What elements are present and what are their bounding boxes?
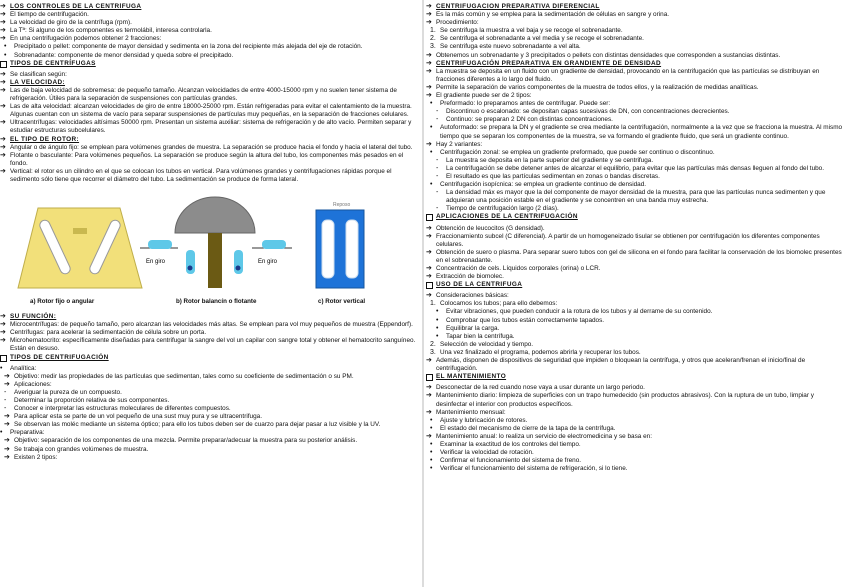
arrow-bullet-icon: ➔ (0, 70, 6, 78)
line-text: APLICACIONES DE LA CENTRIFUGACIÓN (436, 213, 578, 221)
line-text: Procedimiento: (436, 19, 479, 27)
text-line (426, 433, 846, 441)
list-number: 2. (430, 340, 436, 348)
line-text: Centrifugación isopícnica: se emplea un gradiente continuo de densidad. (440, 181, 647, 189)
arrow-bullet-icon: ➔ (4, 437, 10, 445)
swinging-rotor-dome (175, 197, 255, 233)
arrow-bullet-icon: ➔ (4, 380, 10, 388)
list-number: 1. (430, 27, 436, 35)
text-line (0, 413, 420, 421)
tube-in-rotation-right (262, 240, 286, 249)
line-text: Las de baja velocidad de sobremesa: de pequeño tamaño. Alcanzan velocidades de entre 4000-15000 rpm y no suelen tener sistema de refrigeración. Útiles para la separación de suspensiones con partículas grandes. (10, 86, 397, 103)
text-line (426, 157, 846, 165)
line-text: Flotante o basculante: Para volúmenes pequeños. La separación se produce según la altura del tubo, los componentes más pesados en el fondo. (10, 151, 404, 167)
text-line (426, 465, 846, 473)
text-line (426, 273, 846, 281)
text-line (0, 373, 420, 381)
line-text: Verificar la velocidad de rotación. (440, 449, 534, 457)
line-text: En una centrifugación podemos obtener 2 fracciones: (10, 35, 162, 43)
arrow-bullet-icon: ➔ (426, 432, 432, 440)
dot-bullet-icon: • (4, 43, 7, 51)
line-text: Desconectar de la red cuando nose vaya a usar durante un largo periodo. (436, 384, 645, 392)
line-text: Es la más común y se emplea para la sedimentación de células en sangre y orina. (436, 11, 670, 19)
dash-bullet-icon: - (436, 205, 439, 213)
dot-bullet-icon: • (436, 308, 439, 316)
line-text: Se centrifuga este nuevo sobrenadante a vel alta. (440, 43, 581, 51)
dash-bullet-icon: - (436, 116, 439, 124)
list-number: 1. (430, 300, 436, 308)
line-text: Se observan las moléc mediante un sistema óptico; para ello los tubos deben ser de cuarzo para dejar pasar a luz visible y la UV. (14, 421, 381, 429)
text-line (0, 421, 420, 429)
text-line (0, 429, 420, 437)
dot-bullet-icon: • (430, 148, 433, 156)
rotor-figure (0, 188, 420, 310)
text-line (0, 337, 420, 353)
tube-in-rotation-left (148, 240, 172, 249)
text-line (426, 392, 846, 408)
line-text: Determinar la proporción relativa de sus componentes. (14, 397, 170, 404)
text-line (426, 449, 846, 457)
arrow-bullet-icon: ➔ (426, 357, 432, 365)
text-line (0, 329, 420, 337)
arrow-bullet-icon: ➔ (0, 35, 6, 43)
text-line (0, 103, 420, 119)
dash-bullet-icon: - (436, 108, 439, 116)
arrow-bullet-icon: ➔ (426, 51, 432, 59)
text-line (0, 87, 420, 103)
line-text: EL MANTENIMIENTO (436, 373, 507, 381)
line-text: Vertical: el rotor es un cilindro en el que se colocan los tubos en vertical. Para volúmenes grandes y centrifugaciones rápidas porque el sedimento sólo tiene que recorrer el diámetro del tubo. La sedimentación se produce de forma lateral. (10, 167, 392, 183)
line-text: Ultracentrífugas: velocidades altísimas 50000 rpm. Presentan un sistema auxiliar: sistema de refrigeración y de alto vacío. Permiten separar y estudiar estructuras subcelulares. (10, 119, 412, 135)
line-text: Además, disponen de dispositivos de seguridad que impiden o bloquean la centrífuga, y otros que aceleran/frenan el inicio/final de centrifugación. (436, 357, 806, 373)
line-text: Comprobar que los tubos están correctamente tapados. (446, 316, 605, 324)
text-line (426, 116, 846, 124)
list-number: 3. (430, 43, 436, 51)
line-text: EL TIPO DE ROTOR: (10, 135, 80, 143)
arrow-bullet-icon: ➔ (426, 67, 432, 75)
text-line (426, 308, 846, 316)
line-text: Tapar bien la centrífuga. (446, 332, 515, 340)
line-text: Autoformado: se prepara la DN y el gradiente se crea mediante la centrifugación, normalmente a la vez que se fracciona la muestra. Al mismo tiempo que se separan los componentes de la muestra, se va formando el gradiente fluido, que será un gradiente continuo. (440, 124, 843, 140)
line-text: Evitar vibraciones, que pueden conducir a la rotura de los tubos y al derrame de su contenido. (446, 308, 713, 316)
list-number: 3. (430, 348, 436, 356)
section-heading (426, 373, 846, 384)
text-line (426, 68, 846, 84)
line-text: Existen 2 tipos: (14, 453, 58, 461)
line-text: Las de alta velocidad: alcanzan velocidades de giro de entre 18000-25000 rpm. Están refrigeradas para evitar el calentamiento de la muestra. Algunas cuentan con un sistema de vacío para separar suspensiones de partículas muy pequeñas, en la separación de fracciones celulares. (10, 103, 412, 119)
line-text: Analítica: (10, 364, 37, 372)
dot-bullet-icon: • (430, 181, 433, 189)
line-text: El estado del mecanismo de cierre de la tapa de la centrífuga. (440, 424, 616, 432)
line-text: Aplicaciones: (14, 380, 52, 388)
line-text: Se centrifuga el sobrenadante a vel media y se recoge el sobrenadante. (440, 35, 644, 43)
text-line (426, 384, 846, 392)
text-line (426, 233, 846, 249)
line-text: Mantenimiento mensual: (436, 408, 506, 416)
dot-bullet-icon: • (436, 324, 439, 332)
line-text: Equilibrar la carga. (446, 324, 500, 332)
section-heading (0, 313, 420, 321)
line-text: Precipitado o pellet: componente de mayor densidad y sedimenta en la zona del recipiente más alejada del eje de rotación. (14, 43, 363, 51)
text-line (426, 92, 846, 100)
text-line (426, 441, 846, 449)
dash-bullet-icon: - (436, 189, 439, 197)
arrow-bullet-icon: ➔ (0, 135, 6, 143)
text-line (0, 71, 420, 79)
line-text: Averiguar la pureza de un compuesto. (14, 388, 122, 396)
dash-bullet-icon: - (4, 397, 7, 404)
line-text: Sobrenadante: componente de menor densidad y queda sobre el precipitado. (14, 51, 234, 59)
text-line (426, 108, 846, 116)
line-text: La centrifugación se debe detener antes de alcanzar el equilibrio, para evitar que las partículas más densas lleguen al fondo del tubo. (446, 164, 825, 172)
section-heading (0, 354, 420, 365)
dot-bullet-icon: • (430, 424, 433, 432)
section-heading (0, 136, 420, 144)
caption-vertical-rotor: c) Rotor vertical (318, 298, 366, 306)
line-text: USO DE LA CENTRIFUGA (436, 281, 523, 289)
text-line (0, 11, 420, 19)
arrow-bullet-icon: ➔ (426, 11, 432, 19)
left-column (0, 3, 420, 583)
line-text: Consideraciones básicas: (436, 292, 509, 300)
arrow-bullet-icon: ➔ (426, 19, 432, 27)
line-text: Microcentrífugas: de pequeño tamaño, pero alcanzan las velocidades más altas. Se emplean para vol muy pequeños de muestra (Eppendorf). (10, 321, 413, 329)
arrow-bullet-icon: ➔ (4, 421, 10, 429)
line-text: Tiempo de centrifugación largo (2 días). (446, 205, 559, 213)
arrow-bullet-icon: ➔ (426, 248, 432, 256)
vertical-tube-right (346, 220, 358, 278)
text-line (0, 119, 420, 135)
caption-swinging-rotor: b) Rotor balancín o flotante (176, 298, 257, 306)
text-line (0, 27, 420, 35)
section-heading (426, 60, 846, 68)
line-text: Una vez finalizado el programa, podemos abrirla y recuperar los tubos. (440, 348, 641, 356)
checkbox-bullet-icon (426, 213, 436, 224)
line-text: Conocer e interpretar las estructuras moleculares de diferentes compuestos. (14, 405, 231, 413)
line-text: TIPOS DE CENTRIFUGACIÓN (10, 353, 109, 361)
line-text: La Tª: Si alguno de los componentes es termolábil, interesa controlarla. (10, 27, 212, 35)
arrow-bullet-icon: ➔ (0, 143, 6, 151)
dash-bullet-icon: - (4, 388, 7, 396)
arrow-bullet-icon: ➔ (0, 11, 6, 19)
checkbox-bullet-icon (0, 354, 10, 365)
line-text: Obtención de suero o plasma. Para separar suero tubos con gel de silicona en el fondo para facilitar la conservación de los biomolec presentes en el sobrenadante. (436, 248, 842, 264)
text-line (0, 405, 420, 413)
section-heading (426, 281, 846, 292)
text-line (426, 457, 846, 465)
section-heading (0, 79, 420, 87)
line-text: LA VELOCIDAD: (10, 78, 66, 86)
arrow-bullet-icon: ➔ (0, 3, 6, 10)
dot-bullet-icon: • (436, 316, 439, 324)
text-line (426, 265, 846, 273)
dash-bullet-icon: - (436, 156, 439, 164)
line-text: Objetivo: separación de los componentes de una mezcla. Permite preparar/adecuar la muestra para su posterior análisis. (14, 437, 358, 445)
right-column (426, 3, 846, 583)
text-line (0, 321, 420, 329)
arrow-bullet-icon: ➔ (426, 92, 432, 100)
angular-rotor-drawing (18, 208, 142, 288)
angular-rotor-body (18, 208, 142, 288)
angular-hub (73, 228, 87, 234)
text-line (0, 43, 420, 51)
line-text: Se centrifuga la muestra a vel baja y se recoge el sobrenadante. (440, 27, 623, 35)
arrow-bullet-icon: ➔ (426, 265, 432, 272)
arrow-bullet-icon: ➔ (426, 140, 432, 148)
text-line (0, 446, 420, 454)
text-line (426, 325, 846, 333)
text-line (426, 349, 846, 357)
line-text: Para aplicar esta se parte de un vol pequeño de una sust muy pura y se ultracentrifuga. (14, 413, 262, 421)
section-heading (0, 60, 420, 71)
text-line (426, 173, 846, 181)
text-line (426, 181, 846, 189)
line-text: Preparativa: (10, 429, 45, 437)
arrow-bullet-icon: ➔ (426, 292, 432, 300)
rotor-illustration (0, 188, 420, 298)
arrow-bullet-icon: ➔ (426, 59, 432, 67)
checkbox-bullet-icon (426, 281, 436, 292)
text-line (426, 292, 846, 300)
text-line (426, 417, 846, 425)
text-line (426, 317, 846, 325)
arrow-bullet-icon: ➔ (0, 151, 6, 159)
text-line (426, 35, 846, 43)
line-text: Hay 2 variantes: (436, 140, 483, 148)
text-line (426, 189, 846, 205)
vertical-rotor-drawing (316, 202, 364, 288)
label-en-giro-left: En giro (146, 259, 166, 266)
section-heading (426, 213, 846, 224)
line-text: Extracción de biomolec. (436, 273, 504, 281)
text-line (426, 141, 846, 149)
line-text: Preformado: lo preparamos antes de centrifugar. Puede ser: (440, 100, 611, 108)
arrow-bullet-icon: ➔ (426, 224, 432, 232)
dot-bullet-icon: • (0, 364, 3, 372)
line-text: El gradiente puede ser de 2 tipos: (436, 92, 532, 100)
text-line (0, 52, 420, 60)
dot-bullet-icon: • (430, 440, 433, 448)
arrow-bullet-icon: ➔ (426, 232, 432, 240)
text-line (0, 19, 420, 27)
text-line (0, 152, 420, 168)
arrow-bullet-icon: ➔ (0, 103, 6, 111)
arrow-bullet-icon: ➔ (426, 384, 432, 392)
dot-bullet-icon: • (430, 124, 433, 132)
checkbox-bullet-icon (426, 373, 436, 384)
dot-bullet-icon: • (0, 429, 3, 437)
text-line (426, 341, 846, 349)
text-line (426, 27, 846, 35)
dot-bullet-icon: • (430, 449, 433, 457)
text-line (426, 300, 846, 308)
arrow-bullet-icon: ➔ (426, 273, 432, 281)
line-text: CENTRIFUGACIÓN PREPARATIVA EN GRANDIENTE DE DENSIDAD (436, 59, 662, 67)
line-text: Fraccionamiento subcel (C diferencial). A partir de un homogeneizado tisular se obtienen por centrifugación los diferentes componentes celulares. (436, 232, 820, 248)
line-text: Examinar la exactitud de los controles del tiempo. (440, 440, 581, 448)
line-text: Mantenimiento anual: lo realiza un servicio de electromedicina y se basa en: (436, 432, 652, 440)
line-text: Obtención de leucocitos (G densidad). (436, 224, 545, 232)
dash-bullet-icon: - (436, 172, 439, 180)
checkbox-bullet-icon (0, 60, 10, 71)
dot-bullet-icon: • (430, 416, 433, 424)
text-line (0, 381, 420, 389)
arrow-bullet-icon: ➔ (0, 78, 6, 86)
text-line (0, 168, 420, 184)
arrow-bullet-icon: ➔ (426, 392, 432, 400)
line-text: Discontinuo o escalonado: se depositan capas sucesivas de DN, con concentraciones decrecientes. (446, 108, 730, 116)
dash-bullet-icon: - (4, 405, 7, 413)
dot-bullet-icon: • (430, 457, 433, 465)
arrow-bullet-icon: ➔ (0, 19, 6, 27)
text-line (0, 454, 420, 462)
text-line (0, 144, 420, 152)
arrow-bullet-icon: ➔ (426, 3, 432, 10)
text-line (426, 165, 846, 173)
line-text: Centrifugación zonal: se emplea un gradiente preformado, que puede ser continuo o discontinuo. (440, 148, 715, 156)
text-line (426, 333, 846, 341)
text-line (0, 365, 420, 373)
dot-bullet-icon: • (430, 465, 433, 473)
text-line (426, 249, 846, 265)
text-line (426, 52, 846, 60)
arrow-bullet-icon: ➔ (426, 408, 432, 416)
text-line (426, 84, 846, 92)
line-text: El resultado es que las partículas sedimentan en zonas o bandas discretas. (446, 172, 660, 180)
arrow-bullet-icon: ➔ (0, 329, 6, 337)
line-text: La velocidad de giro de la centrífuga (rpm). (10, 19, 132, 27)
column-divider (422, 0, 424, 587)
line-text: Microhematocrito: específicamente diseñadas para centrifugar la sangre del vol un capilar con sangre total y obtener el hematocrito sanguíneo. Están en desuso. (10, 337, 416, 353)
swinging-rotor-drawing (140, 197, 292, 288)
line-text: Se trabaja con grandes volúmenes de muestra. (14, 445, 149, 453)
swinging-rotor-stem (208, 233, 222, 288)
list-number: 2. (430, 35, 436, 43)
dot-bullet-icon: • (436, 332, 439, 340)
label-reposo: Reposo (333, 202, 351, 209)
section-heading (0, 3, 420, 11)
line-text: SU FUNCIÓN: (10, 313, 57, 321)
line-text: Obtenemos un sobrenadante y 3 precipitados o pellets con distintas densidades que corresponden a sustancias distintas. (436, 51, 781, 59)
line-text: Permite la separación de varios componentes de la muestra de todos ellos, y la realización de medidas analíticas. (436, 83, 759, 91)
text-line (0, 397, 420, 405)
arrow-bullet-icon: ➔ (0, 313, 6, 321)
label-en-giro-right: En giro (258, 259, 278, 266)
arrow-bullet-icon: ➔ (0, 321, 6, 329)
line-text: La muestra se deposita en la parte superior del gradiente y se centrifuga. (446, 156, 654, 164)
text-line (0, 35, 420, 43)
line-text: Selección de velocidad y tiempo. (440, 340, 534, 348)
text-line (0, 389, 420, 397)
arrow-bullet-icon: ➔ (0, 167, 6, 175)
text-line (426, 225, 846, 233)
line-text: CENTRIFUGACIÓN PREPARATIVA DIFERENCIAL (436, 3, 600, 10)
text-line (426, 11, 846, 19)
text-line (426, 19, 846, 27)
line-text: Verificar el funcionamiento del sistema de refrigeración, si lo tiene. (440, 465, 628, 473)
line-text: Centrífugas: para acelerar la sedimentación de célula sobre un porta. (10, 329, 207, 337)
line-text: Colocamos los tubos; para ello debemos: (440, 300, 558, 308)
text-line (426, 100, 846, 108)
text-line (426, 357, 846, 373)
line-text: Angular o de ángulo fijo: se emplean para volúmenes grandes de muestra. La separación se produce hacia el fondo y hacia el lateral del tubo. (10, 143, 413, 151)
arrow-bullet-icon: ➔ (426, 83, 432, 91)
line-text: TIPOS DE CENTRÍFUGAS (10, 59, 96, 67)
arrow-bullet-icon: ➔ (4, 445, 10, 453)
line-text: La densidad máx es mayor que la del componente de mayor densidad de la muestra, para que las partículas nunca sedimenten y que adquieran una posición estable en el gradiente y se concentren en una banda muy estrecha. (446, 189, 826, 205)
text-line (426, 43, 846, 51)
line-text: Concentración de cels. Líquidos corporales (orina) o LCR. (436, 265, 601, 272)
arrow-bullet-icon: ➔ (0, 337, 6, 345)
line-text: La muestra se deposita en un fluido con un gradiente de densidad, provocando en la centrifugación que las partículas se distribuyan en fracciones diferentes a lo largo del fluido. (436, 67, 820, 83)
line-text: Objetivo: medir las propiedades de las partículas que sedimentan, tales como su coeficiente de sedimentación o su PM. (14, 372, 354, 380)
arrow-bullet-icon: ➔ (0, 119, 6, 127)
line-text: Confirmar el funcionamiento del sistema de freno. (440, 457, 582, 465)
line-text: Mantenimiento diario: limpieza de superficies con un trapo humedecido (sin productos abrasivos). Con la ruptura de un tubo, limpiar y desinfectar el interior con productos específicos. (436, 392, 814, 408)
line-text: Continuo: se preparan 2 DN con distintas concentraciones. (446, 116, 613, 124)
arrow-bullet-icon: ➔ (4, 453, 10, 461)
line-text: LOS CONTROLES DE LA CENTRÍFUGA (10, 3, 142, 10)
vertical-tube-left (322, 220, 334, 278)
line-text: Se clasifican según: (10, 70, 67, 78)
text-line (426, 124, 846, 140)
text-line (426, 409, 846, 417)
line-text: El tiempo de centrifugación. (10, 11, 89, 19)
text-line (426, 425, 846, 433)
dot-bullet-icon: • (4, 51, 7, 59)
text-line (0, 437, 420, 445)
arrow-bullet-icon: ➔ (4, 372, 10, 380)
arrow-bullet-icon: ➔ (0, 27, 6, 35)
line-text: Ajuste y lubricación de rotores. (440, 416, 528, 424)
dot-bullet-icon: • (430, 100, 433, 108)
arrow-bullet-icon: ➔ (0, 86, 6, 94)
dash-bullet-icon: - (436, 164, 439, 172)
text-line (426, 149, 846, 157)
caption-angular-rotor: a) Rotor fijo o angular (30, 298, 95, 306)
section-heading (426, 3, 846, 11)
arrow-bullet-icon: ➔ (4, 413, 10, 421)
